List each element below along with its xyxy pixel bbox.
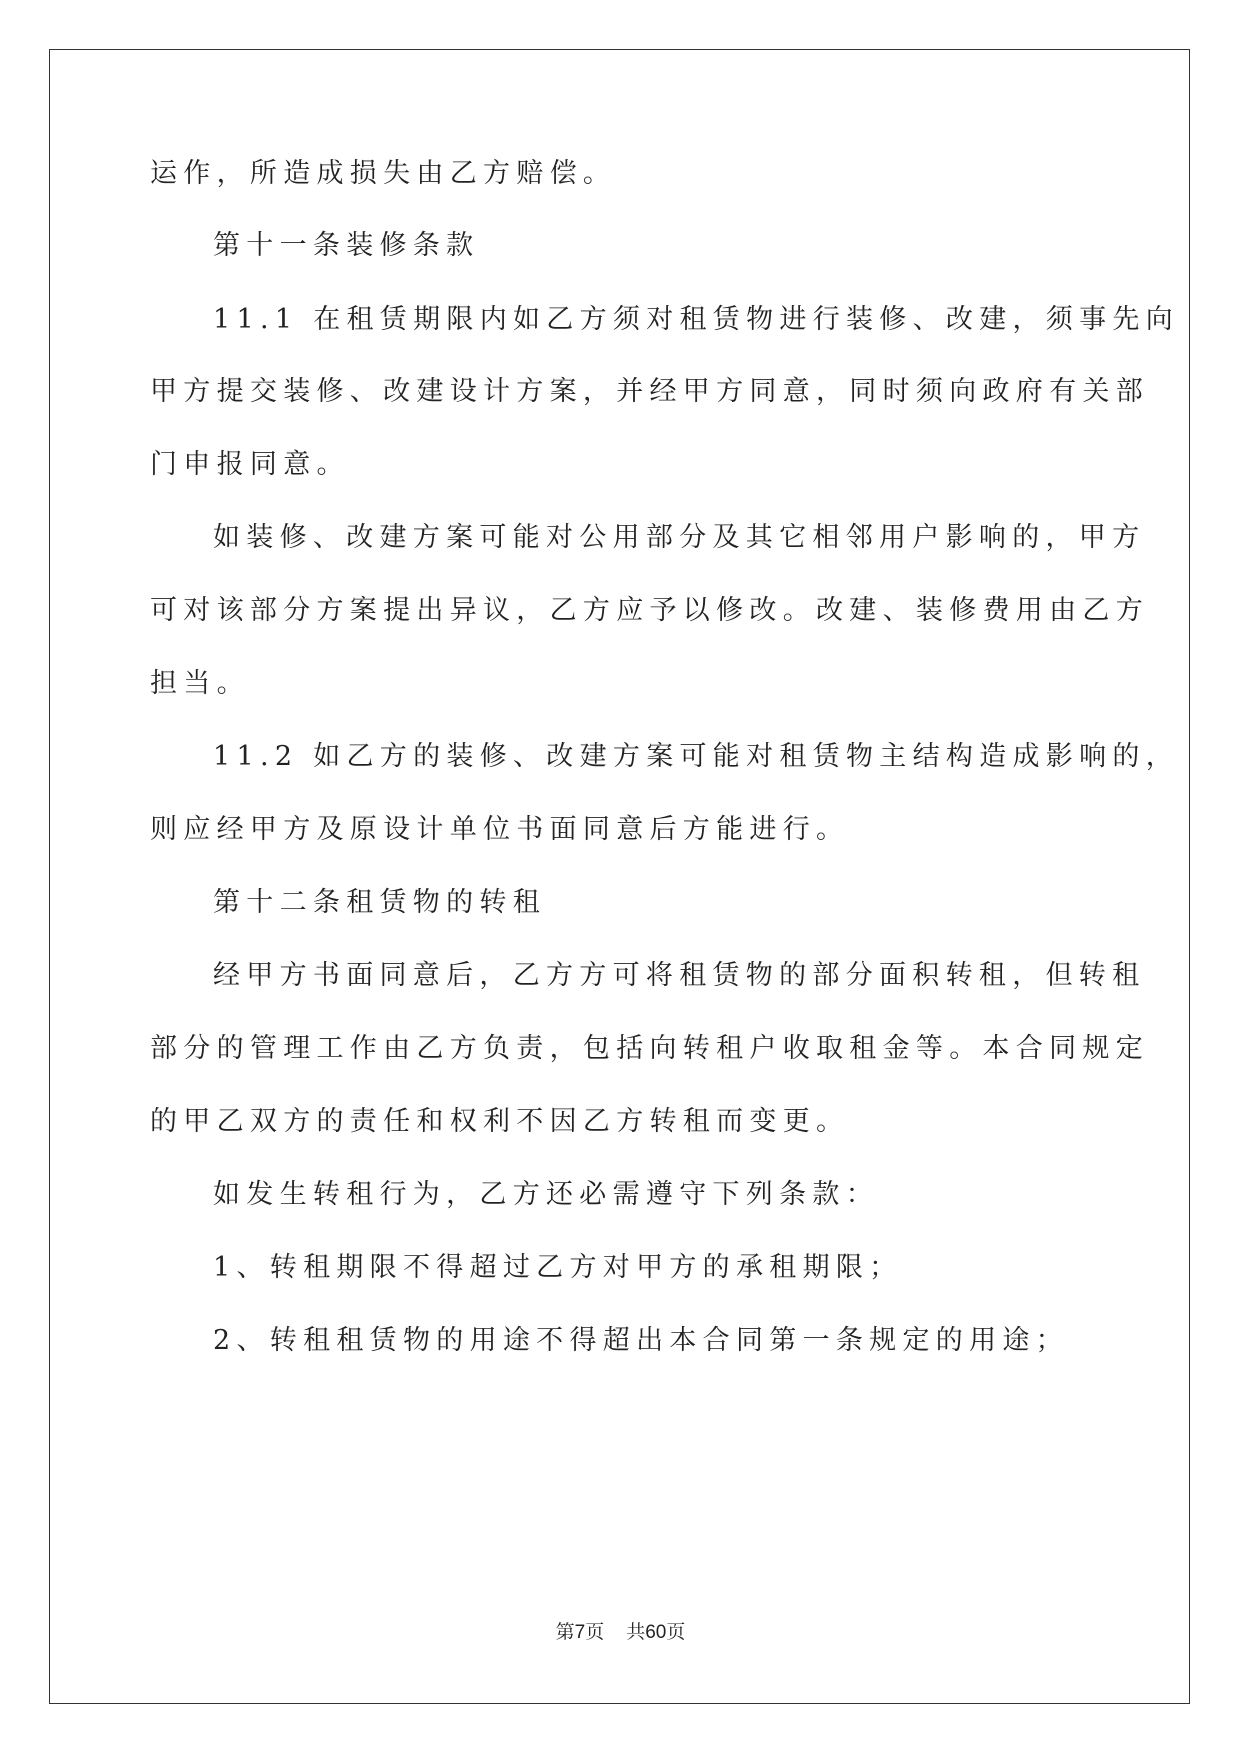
text-line: 经甲方书面同意后，乙方方可将租赁物的部分面积转租，但转租 <box>213 960 1146 991</box>
text-line: 担当。 <box>150 668 250 699</box>
list-item: 2、转租租赁物的用途不得超出本合同第一条规定的用途； <box>213 1325 1069 1356</box>
text-line: 11.1 在租赁期限内如乙方须对租赁物进行装修、改建，须事先向 <box>213 304 1179 335</box>
page-number: 7 <box>574 1622 586 1643</box>
page-border <box>49 49 1190 1704</box>
text-line: 部分的管理工作由乙方负责，包括向转租户收取租金等。本合同规定 <box>150 1033 1149 1064</box>
page-suffix: 页 <box>585 1621 605 1643</box>
total-pages: 60 <box>645 1622 667 1643</box>
text-line: 如发生转租行为，乙方还必需遵守下列条款： <box>213 1179 879 1210</box>
text-line: 可对该部分方案提出异议，乙方应予以修改。改建、装修费用由乙方 <box>150 595 1149 626</box>
page-prefix: 第 <box>555 1621 575 1643</box>
text-line: 如装修、改建方案可能对公用部分及其它相邻用户影响的，甲方 <box>213 522 1146 553</box>
list-item: 1、转租期限不得超过乙方对甲方的承租期限； <box>213 1252 903 1283</box>
section-heading: 第十一条装修条款 <box>213 230 480 261</box>
page-footer <box>0 1620 1241 1645</box>
text-line: 运作，所造成损失由乙方赔偿。 <box>150 158 617 189</box>
total-prefix: 共 <box>626 1621 646 1643</box>
total-suffix: 页 <box>666 1621 686 1643</box>
text-line: 甲方提交装修、改建设计方案，并经甲方同意，同时须向政府有关部 <box>150 376 1149 407</box>
text-line: 的甲乙双方的责任和权利不因乙方转租而变更。 <box>150 1106 850 1137</box>
text-line: 则应经甲方及原设计单位书面同意后方能进行。 <box>150 814 850 845</box>
text-line: 11.2 如乙方的装修、改建方案可能对租赁物主结构造成影响的， <box>213 741 1179 772</box>
text-line: 门申报同意。 <box>150 449 350 480</box>
section-heading: 第十二条租赁物的转租 <box>213 887 546 918</box>
